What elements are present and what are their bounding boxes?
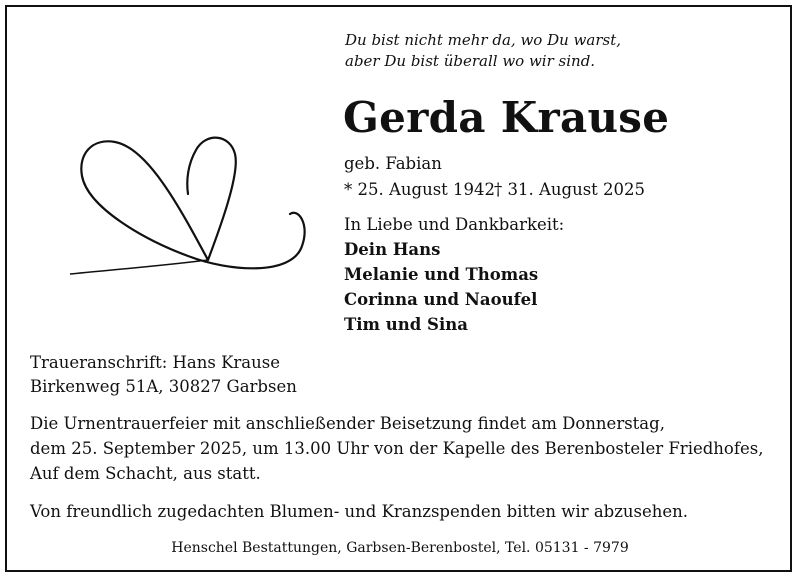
mourner-name: Dein Hans [344, 240, 441, 259]
death-date: † 31. August 2025 [494, 180, 646, 199]
mourner-name: Corinna und Naoufel [344, 290, 538, 309]
mourner-name: Tim und Sina [344, 315, 468, 334]
maiden-name: geb. Fabian [344, 154, 442, 173]
funeral-home-footer: Henschel Bestattungen, Garbsen-Berenbostel, Tel. 05131 - 7979 [171, 540, 629, 556]
quote-line-1: Du bist nicht mehr da, wo Du warst, [345, 31, 621, 49]
flower-request: Von freundlich zugedachten Blumen- und Kranzspenden bitten wir abzusehen. [30, 502, 689, 521]
deceased-name: Gerda Krause [343, 93, 670, 142]
ceremony-line-1: Die Urnentrauerfeier mit anschließender Beisetzung findet am Donnerstag, [30, 414, 665, 433]
ceremony-line-2: dem 25. September 2025, um 13.00 Uhr von der Kapelle des Berenbosteler Friedhofes, [30, 439, 764, 458]
heart-icon [70, 128, 310, 278]
mourners-intro: In Liebe und Dankbarkeit: [344, 215, 565, 234]
quote-line-2: aber Du bist überall wo wir sind. [345, 52, 596, 70]
mourner-name: Melanie und Thomas [344, 265, 539, 284]
ceremony-line-3: Auf dem Schacht, aus statt. [30, 464, 261, 483]
birth-date: * 25. August 1942 [344, 180, 496, 199]
address-line-2: Birkenweg 51A, 30827 Garbsen [30, 377, 297, 396]
address-line-1: Traueranschrift: Hans Krause [30, 353, 280, 372]
